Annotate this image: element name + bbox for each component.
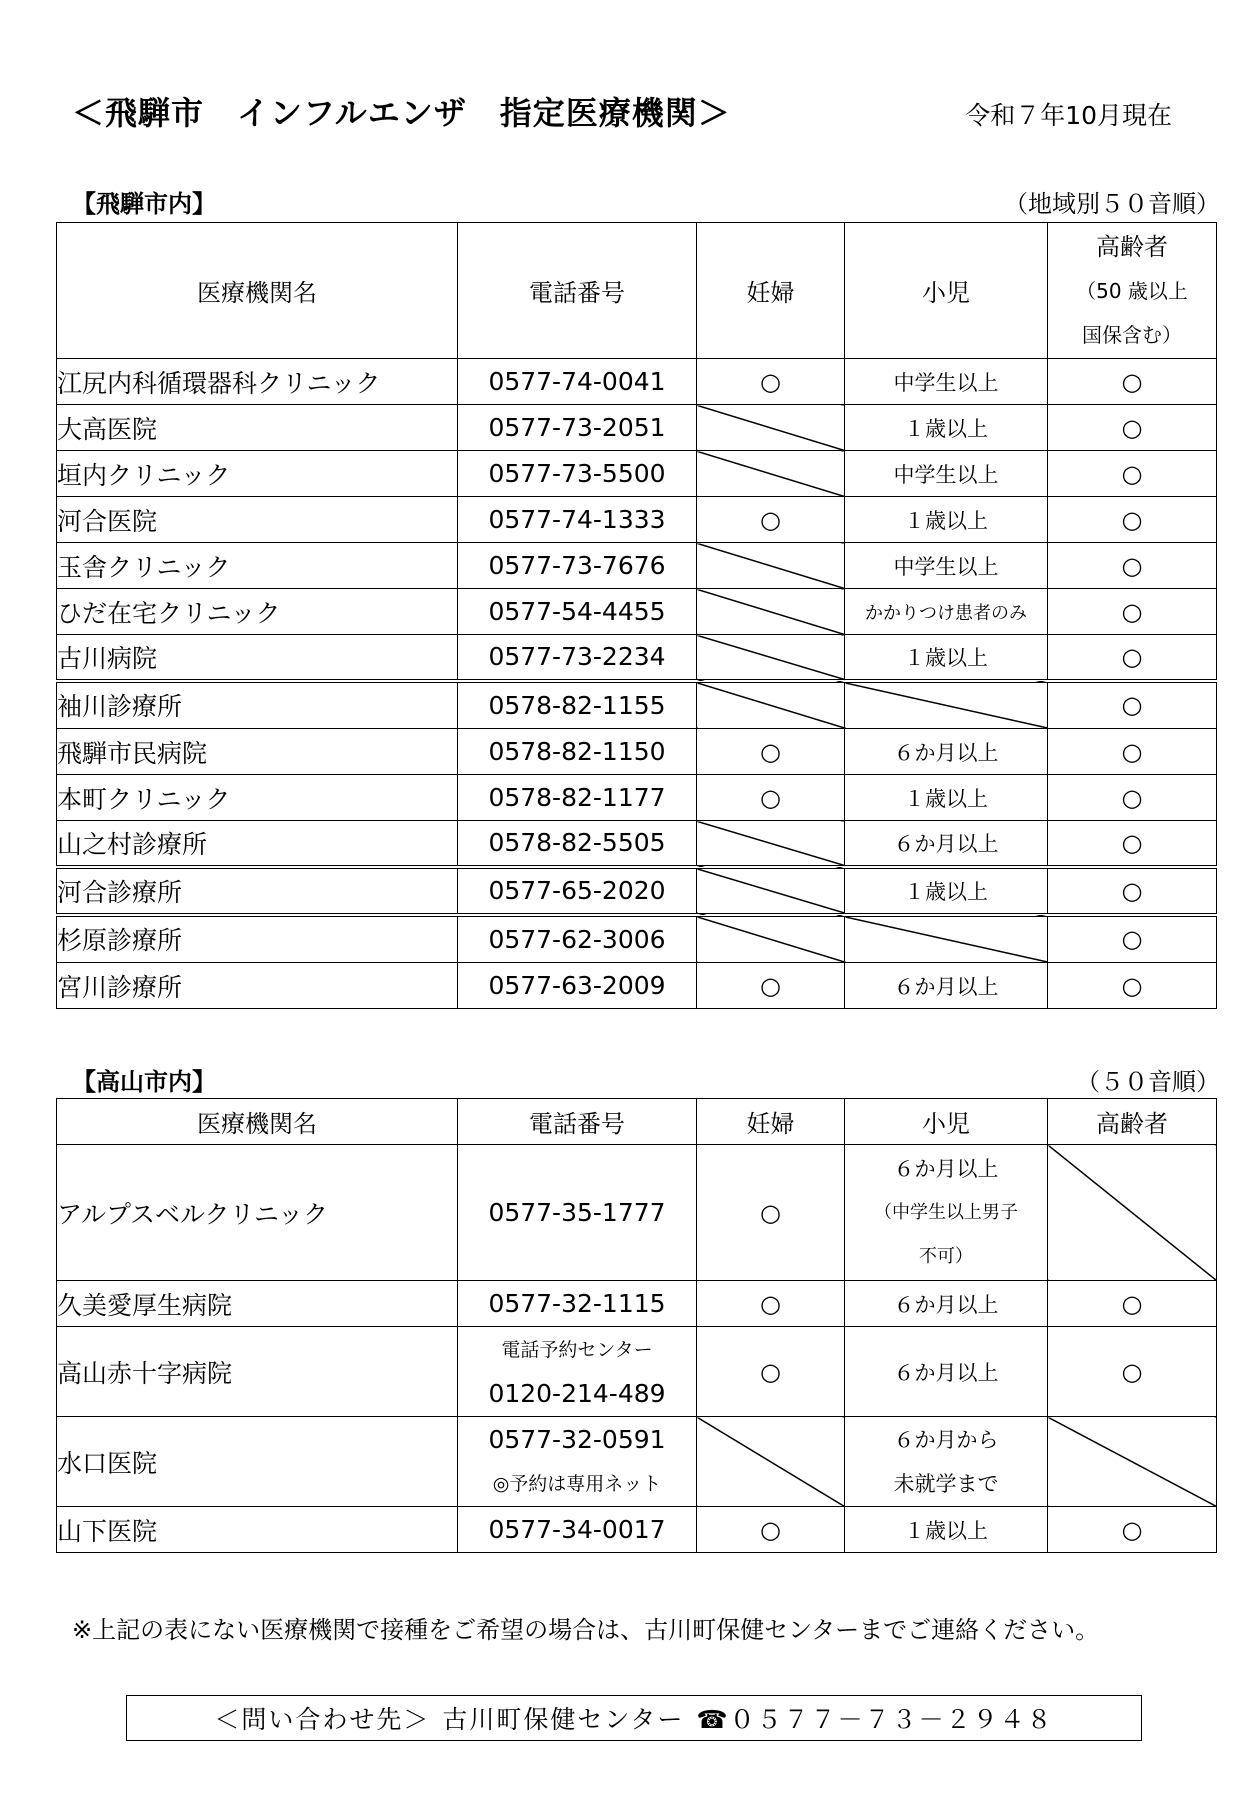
- pregnant-mark: ○: [697, 729, 845, 775]
- clinic-name: 山之村診療所: [57, 821, 458, 867]
- pregnant-mark: ○: [697, 497, 845, 543]
- table-row: [57, 915, 1217, 963]
- child-value-multiline: [845, 1417, 1048, 1507]
- clinic-name: 河合医院: [57, 497, 458, 543]
- clinic-name: 垣内クリニック: [57, 451, 458, 497]
- elder-mark: ○: [1048, 451, 1217, 497]
- elder-diagonal-cell: [1048, 1417, 1217, 1507]
- child-diagonal-cell: [845, 915, 1048, 963]
- pregnant-diagonal-cell: [697, 405, 845, 451]
- takayama-header-row: [57, 1099, 1217, 1145]
- hida-section-label: 【飛騨市内】: [72, 190, 216, 218]
- takayama-section-label: 【高山市内】: [72, 1068, 216, 1096]
- elder-mark: ○: [1048, 497, 1217, 543]
- clinic-phone: 0578-82-1150: [458, 729, 697, 775]
- table-row: [57, 775, 1217, 821]
- pregnant-diagonal-cell: [697, 867, 845, 915]
- child-value: １歳以上: [845, 867, 1048, 915]
- header-phone: 電話番号: [458, 1099, 697, 1145]
- header-elder-sub1: （50 歳以上: [1076, 278, 1188, 303]
- clinic-phone-cell: [458, 1327, 697, 1417]
- clinic-name: 古川病院: [57, 635, 458, 681]
- table-row: [57, 867, 1217, 915]
- header-elder: 高齢者: [1048, 1099, 1217, 1145]
- child-line-2: （中学生以上男子: [874, 1201, 1018, 1223]
- header-elder-sub2: 国保含む）: [1082, 322, 1182, 347]
- elder-mark: ○: [1048, 681, 1217, 729]
- table-row: [57, 681, 1217, 729]
- pregnant-mark: ○: [697, 1507, 845, 1553]
- clinic-name: ひだ在宅クリニック: [57, 589, 458, 635]
- header-elder: [1048, 223, 1217, 359]
- table-row: [57, 1507, 1217, 1553]
- table-row: [57, 729, 1217, 775]
- hida-table: [56, 222, 1217, 1009]
- clinic-phone: 0577-65-2020: [458, 867, 697, 915]
- child-line-2: 未就学まで: [893, 1471, 999, 1496]
- table-row: [57, 589, 1217, 635]
- clinic-name: 江尻内科循環器科クリニック: [57, 359, 458, 405]
- clinic-name: 本町クリニック: [57, 775, 458, 821]
- clinic-phone: 0577-54-4455: [458, 589, 697, 635]
- phone-note: ◎予約は専用ネット: [492, 1472, 662, 1495]
- elder-mark: ○: [1048, 963, 1217, 1009]
- contact-box: [126, 1695, 1142, 1741]
- clinic-phone: 0577-62-3006: [458, 915, 697, 963]
- header-child: 小児: [845, 223, 1048, 359]
- child-value: １歳以上: [845, 405, 1048, 451]
- clinic-phone-cell: [458, 1417, 697, 1507]
- pregnant-diagonal-cell: [697, 543, 845, 589]
- footnote: ※上記の表にない医療機関で接種をご希望の場合は、古川町保健センターまでご連絡ください。: [72, 1616, 1100, 1644]
- clinic-name: 袖川診療所: [57, 681, 458, 729]
- pregnant-diagonal-cell: [697, 915, 845, 963]
- clinic-phone: 0578-82-1155: [458, 681, 697, 729]
- elder-mark: ○: [1048, 915, 1217, 963]
- elder-mark: ○: [1048, 729, 1217, 775]
- child-value: 中学生以上: [845, 543, 1048, 589]
- pregnant-diagonal-cell: [697, 1417, 845, 1507]
- date-label: 令和７年10月現在: [965, 101, 1172, 130]
- table-row: [57, 1145, 1217, 1281]
- header-child: 小児: [845, 1099, 1048, 1145]
- clinic-phone: 0577-73-2234: [458, 635, 697, 681]
- table-row: [57, 1327, 1217, 1417]
- clinic-phone: 0577-73-2051: [458, 405, 697, 451]
- clinic-phone: 0578-82-1177: [458, 775, 697, 821]
- elder-diagonal-cell: [1048, 1145, 1217, 1281]
- clinic-name: アルプスベルクリニック: [57, 1145, 458, 1281]
- child-value: ６か月以上: [845, 1281, 1048, 1327]
- pregnant-mark: ○: [697, 1327, 845, 1417]
- elder-mark: ○: [1048, 1281, 1217, 1327]
- elder-mark: ○: [1048, 359, 1217, 405]
- elder-mark: ○: [1048, 775, 1217, 821]
- phone-note: 電話予約センター: [501, 1338, 653, 1361]
- pregnant-mark: ○: [697, 359, 845, 405]
- clinic-phone: 0577-34-0017: [458, 1507, 697, 1553]
- clinic-phone: 0120-214-489: [488, 1378, 666, 1408]
- clinic-phone: 0577-32-1115: [458, 1281, 697, 1327]
- page-title: ＜飛騨市 インフルエンザ 指定医療機関＞: [72, 94, 731, 132]
- pregnant-diagonal-cell: [697, 681, 845, 729]
- takayama-section-note: （５０音順）: [1076, 1068, 1220, 1096]
- child-value-multiline: [845, 1145, 1048, 1281]
- child-value: １歳以上: [845, 635, 1048, 681]
- hida-section-note: （地域別５０音順）: [1004, 190, 1220, 218]
- pregnant-mark: ○: [697, 775, 845, 821]
- child-diagonal-cell: [845, 681, 1048, 729]
- table-row: [57, 359, 1217, 405]
- child-value: １歳以上: [845, 1507, 1048, 1553]
- contact-phone: ☎０５７７－７３－２９４８: [696, 1705, 1054, 1734]
- clinic-phone: 0577-74-0041: [458, 359, 697, 405]
- elder-mark: ○: [1048, 1327, 1217, 1417]
- pregnant-mark: ○: [697, 1281, 845, 1327]
- clinic-phone: 0577-73-5500: [458, 451, 697, 497]
- pregnant-diagonal-cell: [697, 635, 845, 681]
- child-value: 中学生以上: [845, 359, 1048, 405]
- contact-center: 古川町保健センター: [442, 1705, 685, 1734]
- header-pregnant: 妊婦: [697, 1099, 845, 1145]
- clinic-name: 高山赤十字病院: [57, 1327, 458, 1417]
- table-row: [57, 635, 1217, 681]
- pregnant-diagonal-cell: [697, 821, 845, 867]
- pregnant-diagonal-cell: [697, 451, 845, 497]
- clinic-name: 水口医院: [57, 1417, 458, 1507]
- header-name: 医療機関名: [57, 223, 458, 359]
- clinic-name: 大高医院: [57, 405, 458, 451]
- pregnant-mark: ○: [697, 1145, 845, 1281]
- clinic-name: 山下医院: [57, 1507, 458, 1553]
- elder-mark: ○: [1048, 1507, 1217, 1553]
- elder-mark: ○: [1048, 867, 1217, 915]
- child-value: １歳以上: [845, 775, 1048, 821]
- child-value: ６か月以上: [845, 1327, 1048, 1417]
- child-value: ６か月以上: [845, 963, 1048, 1009]
- clinic-phone: 0577-35-1777: [458, 1145, 697, 1281]
- header-elder-title: 高齢者: [1096, 232, 1168, 261]
- elder-mark: ○: [1048, 635, 1217, 681]
- contact-label: ＜問い合わせ先＞: [214, 1705, 431, 1734]
- elder-mark: ○: [1048, 405, 1217, 451]
- table-row: [57, 963, 1217, 1009]
- header-phone: 電話番号: [458, 223, 697, 359]
- table-row: [57, 1417, 1217, 1507]
- child-value: かかりつけ患者のみ: [845, 589, 1048, 635]
- clinic-name: 久美愛厚生病院: [57, 1281, 458, 1327]
- table-row: [57, 405, 1217, 451]
- clinic-name: 飛騨市民病院: [57, 729, 458, 775]
- elder-mark: ○: [1048, 821, 1217, 867]
- child-value: 中学生以上: [845, 451, 1048, 497]
- elder-mark: ○: [1048, 543, 1217, 589]
- pregnant-mark: ○: [697, 963, 845, 1009]
- header-pregnant: 妊婦: [697, 223, 845, 359]
- clinic-name: 河合診療所: [57, 867, 458, 915]
- child-value: ６か月以上: [845, 729, 1048, 775]
- header-name: 医療機関名: [57, 1099, 458, 1145]
- clinic-phone: 0577-74-1333: [458, 497, 697, 543]
- table-row: [57, 497, 1217, 543]
- child-value: １歳以上: [845, 497, 1048, 543]
- clinic-name: 宮川診療所: [57, 963, 458, 1009]
- clinic-phone: 0577-32-0591: [488, 1424, 666, 1454]
- table-row: [57, 543, 1217, 589]
- table-row: [57, 451, 1217, 497]
- child-line-1: ６か月から: [893, 1427, 999, 1452]
- table-row: [57, 821, 1217, 867]
- child-value: ６か月以上: [845, 821, 1048, 867]
- clinic-name: 杉原診療所: [57, 915, 458, 963]
- clinic-phone: 0577-73-7676: [458, 543, 697, 589]
- clinic-phone: 0578-82-5505: [458, 821, 697, 867]
- table-row: [57, 1281, 1217, 1327]
- takayama-table: [56, 1098, 1217, 1553]
- clinic-phone: 0577-63-2009: [458, 963, 697, 1009]
- child-line-3: 不可）: [919, 1245, 973, 1267]
- elder-mark: ○: [1048, 589, 1217, 635]
- child-line-1: ６か月以上: [893, 1156, 999, 1181]
- clinic-name: 玉舎クリニック: [57, 543, 458, 589]
- hida-header-row: [57, 223, 1217, 359]
- pregnant-diagonal-cell: [697, 589, 845, 635]
